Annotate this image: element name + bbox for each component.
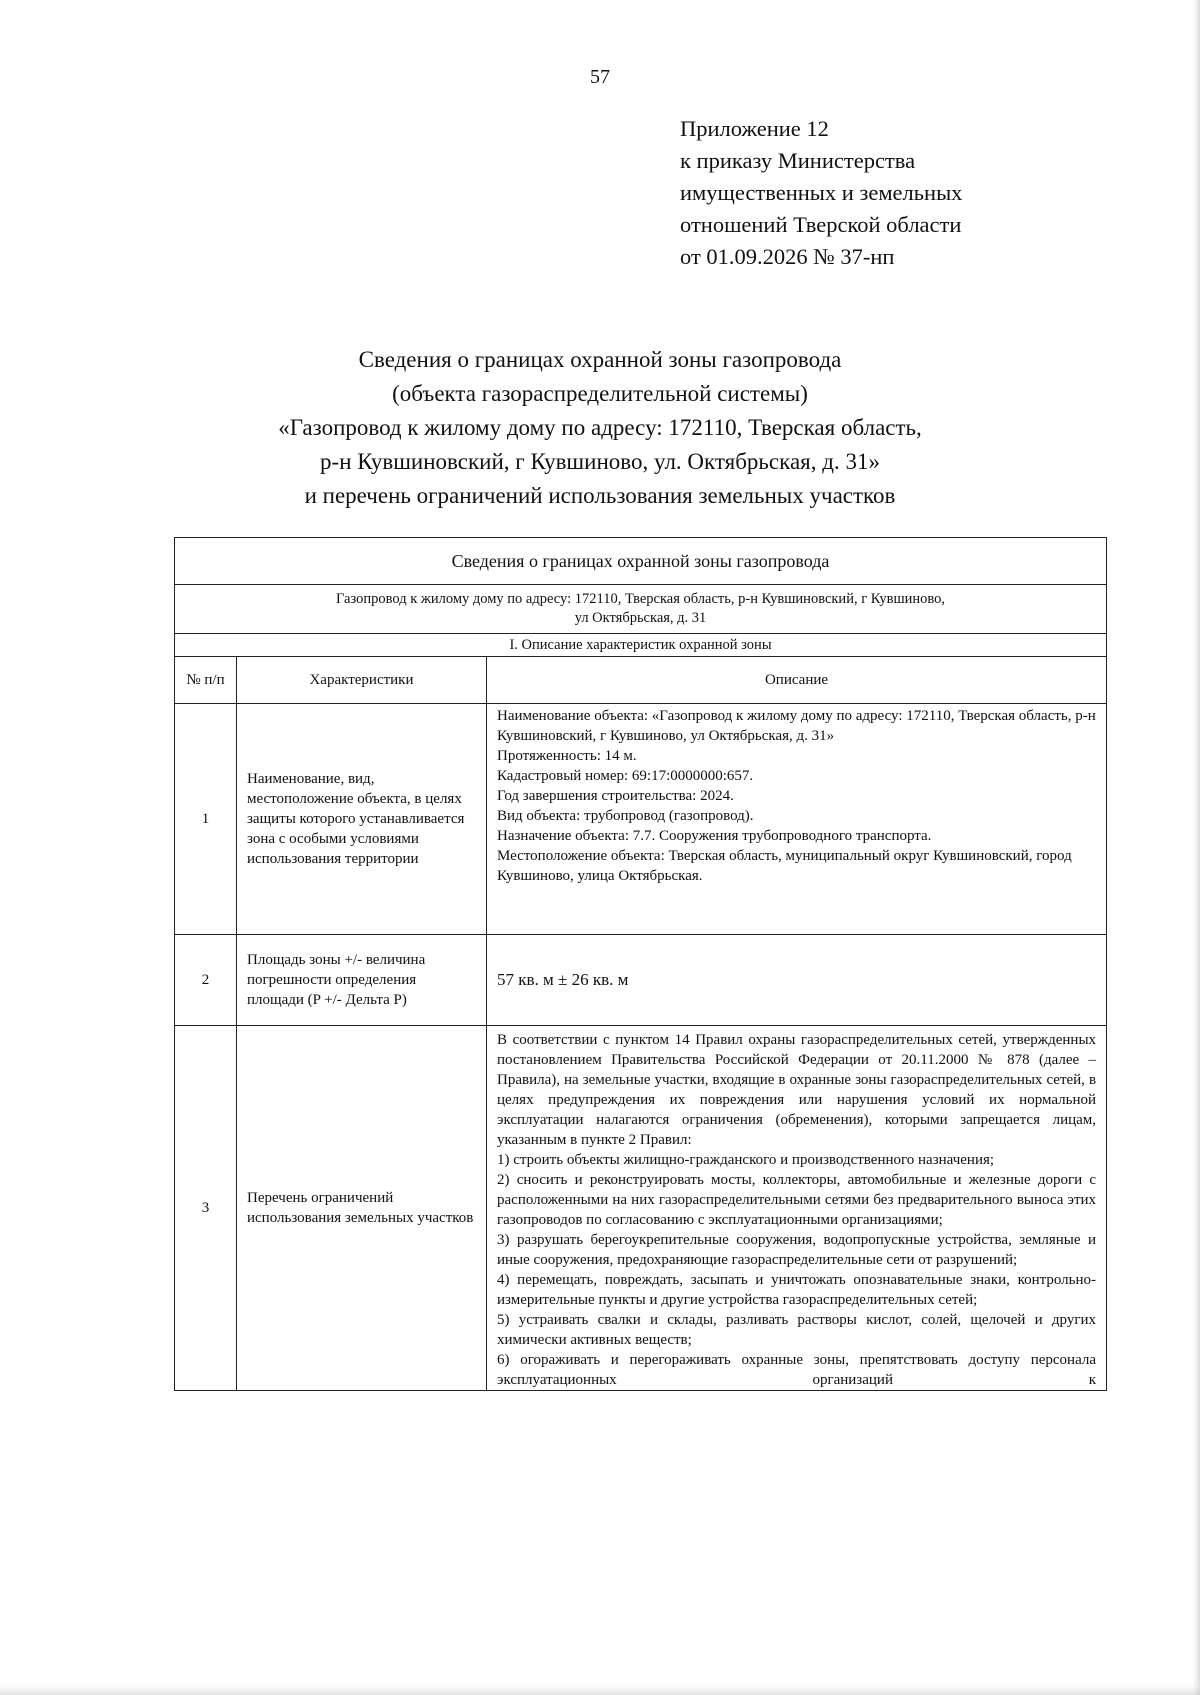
object-name-line: Газопровод к жилому дому по адресу: 172110, Тверская область, р-н Кувшиновский, г Кувшиново,: [336, 591, 946, 607]
title-line: Сведения о границах охранной зоны газопровода: [358, 347, 842, 372]
row-description: [487, 935, 1107, 1026]
table-row: [175, 935, 1107, 1026]
document-title: [0, 343, 1200, 513]
table-row: [175, 1026, 1107, 1391]
row-characteristic: Перечень ограничений использования земельных участков: [237, 1026, 487, 1391]
description-line: Вид объекта: трубопровод (газопровод).: [497, 808, 754, 824]
description-line: Кадастровый номер: 69:17:0000000:657.: [497, 768, 754, 784]
restriction-item: 5) устраивать свалки и склады, разливать растворы кислот, солей, щелочей и других химически активных веществ;: [497, 1312, 1097, 1348]
restriction-item: 1) строить объекты жилищно-гражданского и производственного назначения;: [497, 1152, 995, 1168]
section-row: [175, 634, 1107, 657]
column-header-row: [175, 657, 1107, 704]
section-title: I. Описание характеристик охранной зоны: [175, 634, 1107, 657]
object-name-line: ул Октябрьская, д. 31: [574, 610, 707, 626]
title-line: и перечень ограничений использования земельных участков: [304, 483, 896, 508]
row-description: [487, 1026, 1107, 1391]
table-header: Сведения о границах охранной зоны газопровода: [175, 538, 1107, 585]
row-number: 1: [175, 704, 237, 935]
row-number: 2: [175, 935, 237, 1026]
row-number: 3: [175, 1026, 237, 1391]
object-name-cell: [175, 585, 1107, 634]
description-line: Наименование объекта: «Газопровод к жилому дому по адресу: 172110, Тверская область, р-н Кувшиновский, г Кувшиново, ул Октябрьская, д. 31»: [497, 708, 1096, 744]
description-line: Год завершения строительства: 2024.: [497, 788, 734, 804]
title-line: р-н Кувшиновский, г Кувшиново, ул. Октябрьская, д. 31»: [320, 449, 880, 474]
restriction-intro: В соответствии с пунктом 14 Правил охраны газораспределительных сетей, утвержденных постановлением Правительства Российской Федерации от 20.11.2000 № 878 (далее – Правила), на земельные участки, входящие в охранные зоны газораспределительных сетей, в целях предупреждения их повреждения или нарушения условий их нормальной эксплуатации налагаются ограничения (обременения), которыми запрещается лицам, указанным в пункте 2 Правил:: [497, 1032, 1097, 1148]
description-line: Назначение объекта: 7.7. Сооружения трубопроводного транспорта.: [497, 828, 932, 844]
restriction-item: 4) перемещать, повреждать, засыпать и уничтожать опознавательные знаки, контрольно-измерительные пункты и другие устройства газораспределительных сетей;: [497, 1272, 1097, 1308]
protection-zone-table: [174, 537, 1107, 1391]
page-number: 57: [590, 66, 610, 88]
appendix-line: от 01.09.2026 № 37-нп: [680, 244, 895, 269]
row-description: [487, 704, 1107, 935]
restriction-item: 6) огораживать и перегораживать охранные зоны, препятствовать доступу персонала эксплуатационных организаций к: [497, 1352, 1097, 1388]
title-line: (объекта газораспределительной системы): [392, 381, 808, 406]
row-characteristic: Наименование, вид, местоположение объекта, в целях защиты которого устанавливается зона с особыми условиями использования территории: [237, 704, 487, 935]
zone-area-value: 57 кв. м ± 26 кв. м: [497, 970, 629, 989]
column-header-num: № п/п: [175, 657, 237, 704]
appendix-line: отношений Тверской области: [680, 212, 962, 237]
description-line: Местоположение объекта: Тверская область, муниципальный округ Кувшиновский, город Кувшиново, улица Октябрьская.: [497, 848, 1072, 884]
appendix-line: имущественных и земельных: [680, 180, 963, 205]
column-header-description: Описание: [487, 657, 1107, 704]
appendix-line: Приложение 12: [680, 116, 829, 141]
description-line: Протяженность: 14 м.: [497, 748, 637, 764]
restriction-item: 2) сносить и реконструировать мосты, коллекторы, автомобильные и железные дороги с расположенными на них газораспределительными сетями без предварительного выноса этих газопроводов по согласованию с эксплуатационными организациями;: [497, 1172, 1097, 1228]
table-row: [175, 704, 1107, 935]
column-header-characteristics: Характеристики: [237, 657, 487, 704]
appendix-block: [680, 113, 962, 273]
table-header-row: [175, 538, 1107, 585]
restriction-item: 3) разрушать берегоукрепительные сооружения, водопропускные устройства, земляные и иные сооружения, предохраняющие газораспределительные сети от разрушений;: [497, 1232, 1097, 1268]
title-line: «Газопровод к жилому дому по адресу: 172110, Тверская область,: [278, 415, 922, 440]
object-row: [175, 585, 1107, 634]
row-characteristic: Площадь зоны +/- величина погрешности определения площади (P +/- Дельта P): [237, 935, 487, 1026]
appendix-line: к приказу Министерства: [680, 148, 916, 173]
